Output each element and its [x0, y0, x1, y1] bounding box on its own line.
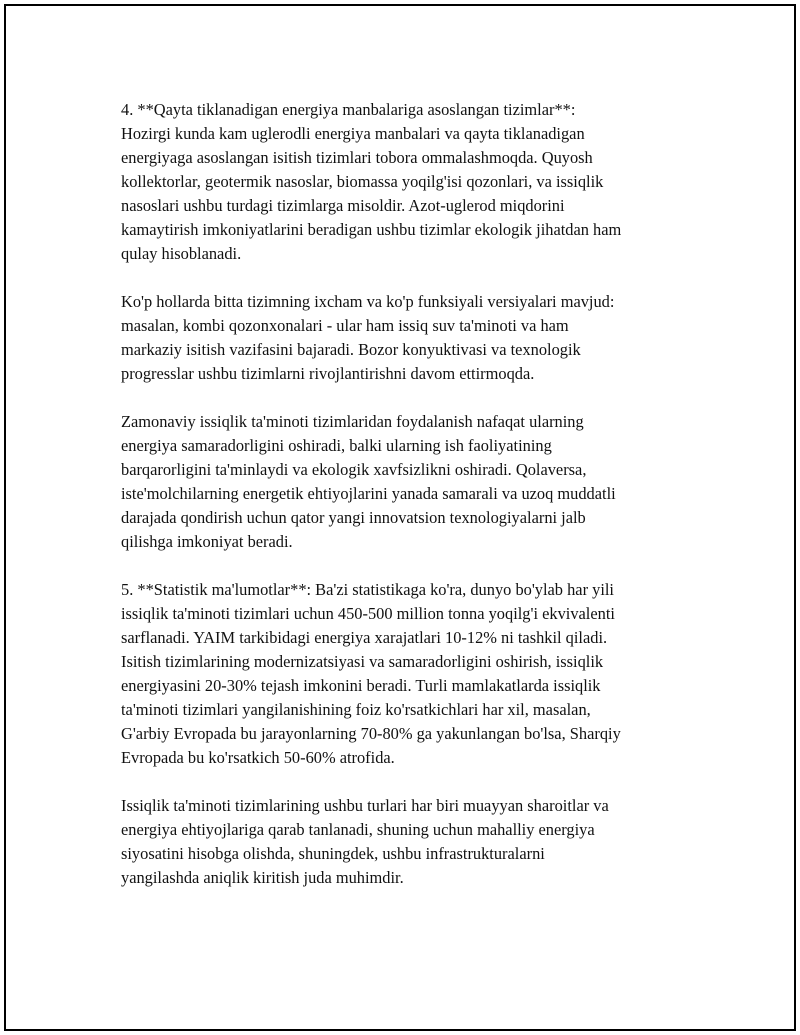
text-line: energiya ehtiyojlariga qarab tanlanadi, shuning uchun mahalliy energiya — [121, 820, 595, 839]
text-line: 5. **Statistik ma'lumotlar**: Ba'zi statistikaga ko'ra, dunyo bo'ylab har yili — [121, 580, 614, 599]
text-line: Evropada bu ko'rsatkich 50-60% atrofida. — [121, 748, 395, 767]
text-line: kollektorlar, geotermik nasoslar, biomassa yoqilg'isi qozonlari, va issiqlik — [121, 172, 604, 191]
text-line: G'arbiy Evropada bu jarayonlarning 70-80% ga yakunlangan bo'lsa, Sharqiy — [121, 724, 621, 743]
text-line: Hozirgi kunda kam uglerodli energiya manbalari va qayta tiklanadigan — [121, 124, 585, 143]
paragraph-statistics — [121, 578, 691, 770]
text-line: Ko'p hollarda bitta tizimning ixcham va ko'p funksiyali versiyalari mavjud: — [121, 292, 615, 311]
text-line: energiyasini 20-30% tejash imkonini beradi. Turli mamlakatlarda issiqlik — [121, 676, 601, 695]
text-line: markaziy isitish vazifasini bajaradi. Bozor konyuktivasi va texnologik — [121, 340, 581, 359]
text-line: 4. **Qayta tiklanadigan energiya manbalariga asoslangan tizimlar**: — [121, 100, 576, 119]
text-line: yangilashda aniqlik kiritish juda muhimdir. — [121, 868, 404, 887]
text-line: iste'molchilarning energetik ehtiyojlarini yanada samarali va uzoq muddatli — [121, 484, 616, 503]
document-page — [4, 4, 796, 1031]
document-body — [121, 98, 691, 914]
text-line: Issiqlik ta'minoti tizimlarining ushbu turlari har biri muayyan sharoitlar va — [121, 796, 609, 815]
text-line: nasoslari ushbu turdagi tizimlarga misoldir. Azot-uglerod miqdorini — [121, 196, 565, 215]
text-line: energiyaga asoslangan isitish tizimlari tobora ommalashmoqda. Quyosh — [121, 148, 593, 167]
text-line: sarflanadi. YAIM tarkibidagi energiya xarajatlari 10-12% ni tashkil qiladi. — [121, 628, 608, 647]
text-line: progresslar ushbu tizimlarni rivojlantirishni davom ettirmoqda. — [121, 364, 535, 383]
paragraph-modern-supply — [121, 410, 691, 554]
text-line: masalan, kombi qozonxonalari - ular ham issiq suv ta'minoti va ham — [121, 316, 569, 335]
text-line: darajada qondirish uchun qator yangi innovatsion texnologiyalarni jalb — [121, 508, 586, 527]
text-line: energiya samaradorligini oshiradi, balki ularning ish faoliyatining — [121, 436, 552, 455]
paragraph-renewable-systems — [121, 98, 691, 266]
text-line: kamaytirish imkoniyatlarini beradigan ushbu tizimlar ekologik jihatdan ham — [121, 220, 622, 239]
text-line: siyosatini hisobga olishda, shuningdek, ushbu infrastrukturalarni — [121, 844, 545, 863]
text-line: Isitish tizimlarining modernizatsiyasi va samaradorligini oshirish, issiqlik — [121, 652, 604, 671]
text-line: issiqlik ta'minoti tizimlari uchun 450-500 million tonna yoqilg'i ekvivalenti — [121, 604, 615, 623]
text-line: qilishga imkoniyat beradi. — [121, 532, 293, 551]
text-line: ta'minoti tizimlari yangilanishining foiz ko'rsatkichlari har xil, masalan, — [121, 700, 591, 719]
text-line: barqarorligini ta'minlaydi va ekologik xavfsizlikni oshiradi. Qolaversa, — [121, 460, 587, 479]
paragraph-conclusion — [121, 794, 691, 890]
text-line: qulay hisoblanadi. — [121, 244, 242, 263]
paragraph-compact-systems — [121, 290, 691, 386]
text-line: Zamonaviy issiqlik ta'minoti tizimlaridan foydalanish nafaqat ularning — [121, 412, 584, 431]
